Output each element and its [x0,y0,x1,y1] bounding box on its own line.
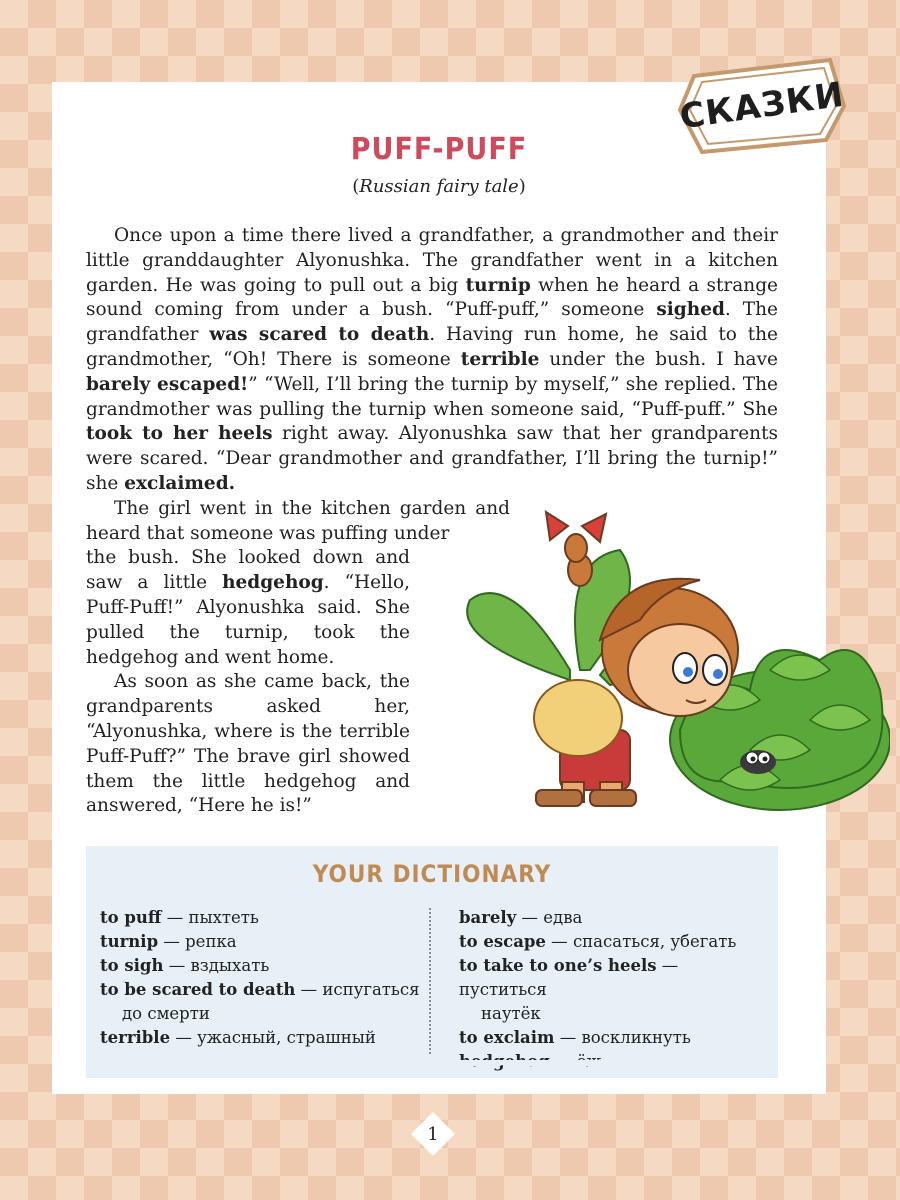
vocab-hedgehog: hedgehog [222,572,324,594]
dictionary-entry: to exclaim — воскликнуть [459,1028,691,1047]
dictionary-entry: turnip — репка [100,932,237,951]
dictionary-entry: terrible — ужасный, страшный [100,1028,376,1047]
vocab-barely-escaped: barely escaped! [86,373,249,395]
dictionary-box [86,846,778,1078]
story-title: PUFF-PUFF [350,132,528,167]
badge-label: СКАЗКИ [677,74,847,138]
dictionary-entry: to be scared to death — испугаться до смерти [100,980,420,1023]
paragraph-3: As soon as she came back, the grandparents asked her, “Alyonushka, where is the terrible Puff-Puff?” The brave girl showed them the little hedgehog and answered, “Here he is!” [86,671,410,817]
dictionary-entry: to puff — пыхтеть [100,908,259,927]
paragraph-2a: The girl went in the kitchen garden and heard that someone was puffing under [86,497,510,544]
page-number: 1 [427,1123,439,1145]
paragraph-2b: the bush. She looked down and saw a little hedgehog. “Hello, Puff-Puff!” Alyonushka said. She pulled the turnip, took the hedgehog and went home. [86,547,410,668]
dictionary-divider [429,908,431,1054]
dictionary-left-column [100,906,420,1050]
torn-edge-icon [86,1060,778,1078]
dictionary-entry: barely — едва [459,908,583,927]
vocab-sighed: sighed [656,299,725,321]
dictionary-right-column [459,906,769,1074]
story-genre: Russian fairy tale [359,176,519,197]
dictionary-entry: to escape — спасаться, убегать [459,932,737,951]
page-number-badge [409,1110,457,1158]
vocab-scared-to-death: was scared to death [209,324,430,346]
hedgehog-icon [740,750,776,774]
vocab-turnip: turnip [465,274,531,296]
paragraph-1: Once upon a time there lived a grandfather, a grandmother and their little granddaughter Alyonushka. The grandfather went in a kitchen garden. He was going to pull out a big turnip when he heard a strange sound coming from under a bush. “Puff-puff,” someone sighed. The grandfather was scared to death. Having run home, he said to the grandmother, “Oh! There is someone terrible under the bush. I have barely escaped!” “Well, I’ll bring the turnip by myself,” she replied. The grandmother was pulling the turnip when someone said, “Puff-puff.” She took to her heels right away. Alyonushka saw that her grandparents were scared. “Dear grandmother and grandfather, I’ll bring the turnip!” she exclaimed. [86,225,779,494]
story-subtitle: (Russian fairy tale) [352,176,526,197]
vocab-terrible: terrible [460,348,540,370]
dictionary-entry: to sigh — вздыхать [100,956,270,975]
girl-with-turnip-illustration [450,500,890,830]
dictionary-title: YOUR DICTIONARY [312,860,552,888]
dictionary-entry: to take to one’s heels — пуститься наутёк [459,956,679,1023]
vocab-exclaimed: exclaimed. [124,472,236,494]
vocab-took-to-heels: took to her heels [86,423,273,445]
